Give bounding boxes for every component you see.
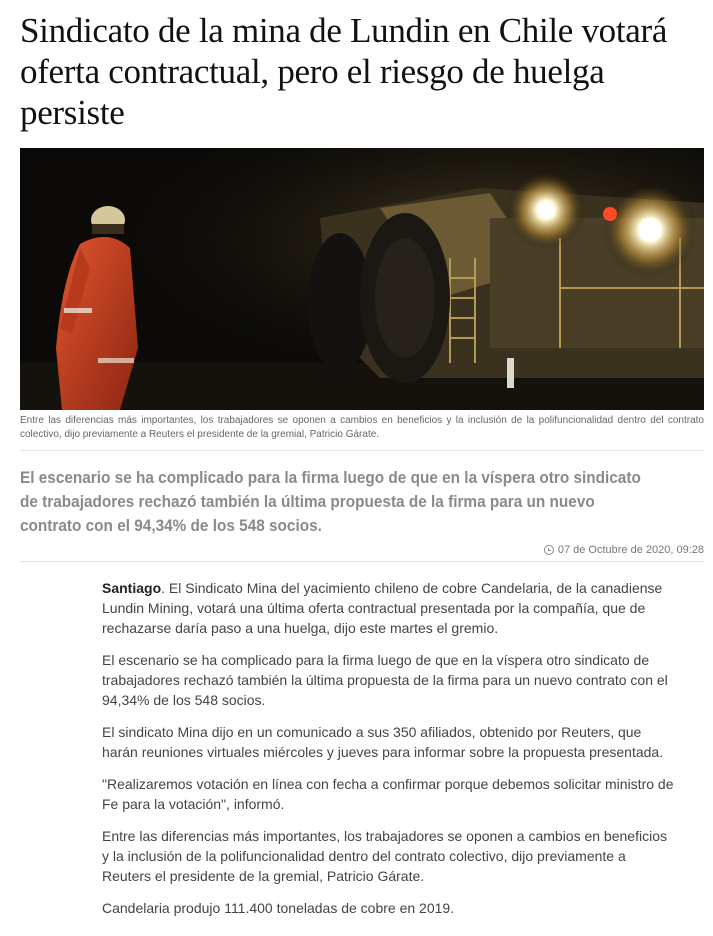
clock-icon bbox=[544, 545, 554, 555]
body-paragraph: "Realizaremos votación en línea con fecha a confirmar porque debemos solicitar ministro de Fe para la votación", informó. bbox=[102, 776, 674, 812]
body-paragraph: El escenario se ha complicado para la firma luego de que en la víspera otro sindicato de trabajadores rechazó también la última propuesta de la firma para un nuevo contrato con el 94,34% de los 548 socios. bbox=[102, 652, 668, 708]
article-lead: El escenario se ha complicado para la firma luego de que en la víspera otro sindicato de trabajadores rechazó también la última propuesta de la firma para un nuevo contrato con el 94,34% de los 548 socios. bbox=[20, 469, 641, 535]
article-headline: Sindicato de la mina de Lundin en Chile votará oferta contractual, pero el riesgo de huelga persiste bbox=[20, 11, 668, 132]
body-paragraph: Santiago. El Sindicato Mina del yacimiento chileno de cobre Candelaria, de la canadiense Lundin Mining, votará una última oferta contractual presentada por la compañía, que de rechazarse daría paso a una huelga, dijo este martes el gremio. bbox=[102, 580, 663, 636]
publish-date-text: 07 de Octubre de 2020, 09:28 bbox=[557, 544, 704, 556]
divider-top bbox=[20, 450, 704, 451]
article-photo bbox=[20, 148, 704, 410]
photo-caption: Entre las diferencias más importantes, los trabajadores se oponen a cambios en beneficios y la inclusión de la polifuncionalidad dentro del contrato colectivo, dijo previamente a Reuters el presidente de la gremial, Patricio Gárate. bbox=[20, 415, 704, 440]
mine-truck-image bbox=[20, 148, 704, 410]
article-body bbox=[102, 578, 674, 930]
divider-bottom bbox=[20, 561, 704, 562]
publish-date bbox=[544, 544, 704, 556]
dateline: Santiago bbox=[102, 580, 162, 596]
body-paragraph: Entre las diferencias más importantes, los trabajadores se oponen a cambios en beneficios y la inclusión de la polifuncionalidad dentro del contrato colectivo, dijo previamente a Reuters el presidente de la gremial, Patricio Gárate. bbox=[102, 828, 667, 884]
body-paragraph: Candelaria produjo 111.400 toneladas de cobre en 2019. bbox=[102, 900, 455, 916]
body-paragraph: El sindicato Mina dijo en un comunicado a sus 350 afiliados, obtenido por Reuters, que harán reuniones virtuales miércoles y jueves para informar sobre la propuesta presentada. bbox=[102, 724, 664, 760]
